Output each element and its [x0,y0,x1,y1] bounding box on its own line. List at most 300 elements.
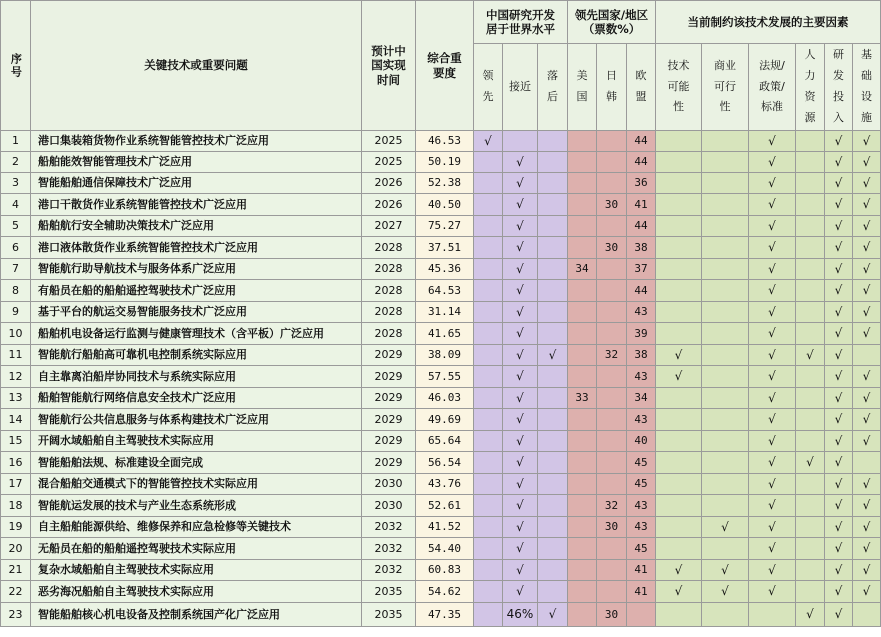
row-factor-5 [853,452,881,474]
row-lead-1 [597,474,627,495]
row-year: 2030 [362,474,416,495]
row-china-1: √ [503,495,538,517]
row-lead-1 [597,259,627,280]
row-china-0 [474,388,503,409]
row-factor-4: √ [825,517,853,538]
row-score: 41.65 [416,323,474,345]
row-lead-0 [568,280,597,302]
row-tech: 智能船舶核心机电设备及控制系统国产化广泛应用 [31,603,362,627]
row-factor-0 [656,323,702,345]
row-china-2 [538,388,568,409]
row-seq: 15 [0,431,31,452]
header-lead-group: 领先国家/地区（票数%） [568,0,656,44]
row-factor-5: √ [853,388,881,409]
row-factor-3: √ [796,603,825,627]
row-lead-2: 43 [627,409,656,431]
row-seq: 12 [0,366,31,388]
row-score: 46.53 [416,131,474,152]
row-lead-1 [597,131,627,152]
row-factor-1 [702,409,749,431]
row-china-1: √ [503,237,538,259]
row-china-0: √ [474,131,503,152]
row-factor-3 [796,560,825,581]
row-factor-0 [656,431,702,452]
row-factor-5 [853,345,881,366]
row-lead-2: 44 [627,152,656,173]
row-factor-4: √ [825,237,853,259]
row-factor-3 [796,495,825,517]
row-factor-1 [702,131,749,152]
row-china-2 [538,474,568,495]
row-factor-1 [702,237,749,259]
row-factor-5: √ [853,194,881,216]
row-china-1: √ [503,152,538,173]
row-factor-3 [796,431,825,452]
row-factor-4: √ [825,388,853,409]
row-lead-1 [597,173,627,194]
row-year: 2029 [362,388,416,409]
row-china-1: √ [503,259,538,280]
row-factor-2: √ [749,517,796,538]
header-year: 预计中国实现时间 [362,0,416,131]
row-year: 2029 [362,431,416,452]
row-factor-1 [702,452,749,474]
row-score: 52.61 [416,495,474,517]
row-factor-2: √ [749,194,796,216]
row-china-0 [474,345,503,366]
row-factor-1 [702,323,749,345]
row-factor-1 [702,474,749,495]
row-year: 2029 [362,345,416,366]
row-lead-2: 43 [627,302,656,323]
row-factor-5: √ [853,538,881,560]
row-tech: 智能船舶通信保障技术广泛应用 [31,173,362,194]
row-lead-2: 44 [627,216,656,237]
row-year: 2028 [362,259,416,280]
row-score: 60.83 [416,560,474,581]
row-year: 2035 [362,581,416,603]
row-china-1: √ [503,474,538,495]
row-lead-0 [568,302,597,323]
row-factor-5: √ [853,581,881,603]
row-lead-0 [568,581,597,603]
subheader-lead-1: 日韩 [597,44,627,131]
row-lead-0 [568,517,597,538]
row-china-0 [474,538,503,560]
row-factor-4: √ [825,259,853,280]
row-factor-5: √ [853,152,881,173]
row-china-2 [538,173,568,194]
row-factor-4: √ [825,581,853,603]
row-factor-0: √ [656,366,702,388]
row-factor-2: √ [749,152,796,173]
row-china-0 [474,216,503,237]
row-seq: 9 [0,302,31,323]
row-china-1: √ [503,194,538,216]
row-china-1: √ [503,452,538,474]
row-lead-0 [568,495,597,517]
row-factor-3 [796,323,825,345]
row-china-2 [538,560,568,581]
row-lead-2: 38 [627,237,656,259]
row-factor-3 [796,259,825,280]
row-lead-2: 38 [627,345,656,366]
row-factor-4: √ [825,366,853,388]
row-seq: 22 [0,581,31,603]
row-tech: 智能船舶法规、标准建设全面完成 [31,452,362,474]
row-china-1: √ [503,517,538,538]
row-lead-2: 44 [627,280,656,302]
row-lead-2: 43 [627,495,656,517]
row-tech: 有船员在船的船舶遥控驾驶技术广泛应用 [31,280,362,302]
row-year: 2028 [362,237,416,259]
row-lead-2: 45 [627,474,656,495]
header-factor-group: 当前制约该技术发展的主要因素 [656,0,881,44]
row-factor-1 [702,603,749,627]
row-china-2 [538,131,568,152]
row-factor-0 [656,388,702,409]
row-year: 2028 [362,302,416,323]
row-lead-1: 32 [597,495,627,517]
row-china-1: √ [503,388,538,409]
row-year: 2027 [362,216,416,237]
row-china-0 [474,259,503,280]
row-china-2 [538,216,568,237]
row-china-0 [474,581,503,603]
row-score: 57.55 [416,366,474,388]
row-factor-2: √ [749,216,796,237]
row-factor-0 [656,538,702,560]
row-lead-2: 43 [627,517,656,538]
row-lead-0 [568,323,597,345]
row-factor-3 [796,216,825,237]
row-china-1 [503,131,538,152]
row-factor-5: √ [853,517,881,538]
row-year: 2025 [362,131,416,152]
row-factor-2: √ [749,560,796,581]
row-factor-4: √ [825,495,853,517]
row-seq: 19 [0,517,31,538]
row-score: 47.35 [416,603,474,627]
row-china-1: √ [503,302,538,323]
header-china-group: 中国研究开发居于世界水平 [474,0,568,44]
row-tech: 自主船舶能源供给、维修保养和应急检修等关键技术 [31,517,362,538]
subheader-factor-4: 研发投入 [825,44,853,131]
row-factor-5: √ [853,280,881,302]
row-china-0 [474,237,503,259]
row-tech: 港口液体散货作业系统智能管控技术广泛应用 [31,237,362,259]
row-factor-5: √ [853,560,881,581]
row-factor-4: √ [825,431,853,452]
row-factor-0 [656,495,702,517]
row-china-1: √ [503,431,538,452]
row-china-0 [474,152,503,173]
row-lead-1: 30 [597,517,627,538]
row-factor-5: √ [853,409,881,431]
row-score: 75.27 [416,216,474,237]
row-factor-1 [702,216,749,237]
row-tech: 开阔水域船舶自主驾驶技术实际应用 [31,431,362,452]
row-lead-2: 41 [627,194,656,216]
row-seq: 21 [0,560,31,581]
row-tech: 智能航运发展的技术与产业生态系统形成 [31,495,362,517]
row-factor-4: √ [825,452,853,474]
row-factor-2: √ [749,431,796,452]
row-china-2 [538,581,568,603]
row-score: 49.69 [416,409,474,431]
row-year: 2026 [362,194,416,216]
row-tech: 自主靠离泊船岸协同技术与系统实际应用 [31,366,362,388]
row-seq: 18 [0,495,31,517]
row-lead-0: 34 [568,259,597,280]
row-china-2 [538,302,568,323]
row-lead-0 [568,216,597,237]
row-tech: 船舶航行安全辅助决策技术广泛应用 [31,216,362,237]
row-tech: 复杂水域船舶自主驾驶技术实际应用 [31,560,362,581]
row-year: 2032 [362,538,416,560]
row-seq: 6 [0,237,31,259]
row-tech: 智能航行助导航技术与服务体系广泛应用 [31,259,362,280]
row-factor-3: √ [796,452,825,474]
row-china-2: √ [538,603,568,627]
row-factor-0: √ [656,345,702,366]
row-china-1: √ [503,345,538,366]
row-seq: 5 [0,216,31,237]
row-factor-3 [796,538,825,560]
row-china-1: √ [503,560,538,581]
row-factor-1 [702,495,749,517]
row-factor-1 [702,173,749,194]
row-factor-2 [749,603,796,627]
row-lead-2: 45 [627,452,656,474]
row-lead-2: 41 [627,560,656,581]
row-score: 38.09 [416,345,474,366]
row-lead-1 [597,538,627,560]
row-factor-0 [656,173,702,194]
row-lead-1 [597,152,627,173]
row-factor-2: √ [749,173,796,194]
subheader-factor-5: 基础设施 [853,44,881,131]
row-factor-1 [702,538,749,560]
row-year: 2032 [362,560,416,581]
row-factor-0 [656,259,702,280]
subheader-china-0: 领先 [474,44,503,131]
row-factor-5: √ [853,173,881,194]
row-factor-4: √ [825,152,853,173]
row-factor-2: √ [749,409,796,431]
row-lead-1: 30 [597,237,627,259]
row-china-0 [474,280,503,302]
row-factor-4: √ [825,474,853,495]
row-seq: 10 [0,323,31,345]
row-factor-4: √ [825,302,853,323]
row-factor-3 [796,280,825,302]
row-factor-1 [702,388,749,409]
row-china-1: √ [503,216,538,237]
row-score: 37.51 [416,237,474,259]
row-china-1: √ [503,581,538,603]
row-china-2 [538,517,568,538]
row-seq: 11 [0,345,31,366]
row-factor-1 [702,366,749,388]
row-lead-1 [597,302,627,323]
row-year: 2025 [362,152,416,173]
row-lead-0 [568,345,597,366]
row-factor-0 [656,216,702,237]
row-year: 2029 [362,409,416,431]
row-factor-2: √ [749,581,796,603]
row-score: 43.76 [416,474,474,495]
row-china-2 [538,237,568,259]
row-factor-4: √ [825,194,853,216]
row-tech: 船舶智能航行网络信息安全技术广泛应用 [31,388,362,409]
row-lead-1 [597,366,627,388]
row-score: 54.62 [416,581,474,603]
row-china-1: √ [503,409,538,431]
row-factor-5: √ [853,366,881,388]
row-lead-0 [568,431,597,452]
row-year: 2029 [362,366,416,388]
row-factor-5: √ [853,495,881,517]
row-factor-4: √ [825,323,853,345]
row-lead-1: 30 [597,194,627,216]
row-factor-5: √ [853,474,881,495]
row-factor-4: √ [825,173,853,194]
row-lead-0 [568,538,597,560]
row-factor-5: √ [853,323,881,345]
row-lead-2: 44 [627,131,656,152]
row-tech: 无船员在船的船舶遥控驾驶技术实际应用 [31,538,362,560]
row-factor-3 [796,302,825,323]
row-factor-2: √ [749,345,796,366]
row-china-0 [474,323,503,345]
row-lead-1 [597,409,627,431]
row-china-1: √ [503,538,538,560]
row-factor-5 [853,603,881,627]
row-score: 46.03 [416,388,474,409]
row-factor-2: √ [749,452,796,474]
row-china-2 [538,323,568,345]
row-china-0 [474,560,503,581]
row-lead-0 [568,603,597,627]
row-lead-1: 30 [597,603,627,627]
row-factor-1 [702,280,749,302]
row-china-2 [538,431,568,452]
row-seq: 17 [0,474,31,495]
row-lead-2: 43 [627,366,656,388]
row-score: 41.52 [416,517,474,538]
row-seq: 14 [0,409,31,431]
row-year: 2029 [362,452,416,474]
row-lead-1: 32 [597,345,627,366]
row-seq: 1 [0,131,31,152]
row-factor-0 [656,280,702,302]
row-year: 2032 [362,517,416,538]
row-lead-1 [597,216,627,237]
row-factor-2: √ [749,280,796,302]
row-factor-0 [656,452,702,474]
row-china-1: √ [503,173,538,194]
row-factor-0: √ [656,581,702,603]
row-factor-2: √ [749,538,796,560]
row-lead-2: 41 [627,581,656,603]
row-lead-0 [568,409,597,431]
row-lead-0 [568,560,597,581]
row-factor-3 [796,409,825,431]
row-factor-0 [656,131,702,152]
row-score: 56.54 [416,452,474,474]
row-tech: 智能航行船舶高可靠机电控制系统实际应用 [31,345,362,366]
row-factor-0 [656,603,702,627]
row-year: 2028 [362,280,416,302]
row-year: 2026 [362,173,416,194]
row-china-2 [538,538,568,560]
subheader-china-2: 落后 [538,44,568,131]
row-factor-3 [796,517,825,538]
row-factor-2: √ [749,323,796,345]
row-factor-0: √ [656,560,702,581]
row-lead-0 [568,452,597,474]
row-lead-0 [568,131,597,152]
row-tech: 智能航行公共信息服务与体系构建技术广泛应用 [31,409,362,431]
row-factor-4: √ [825,216,853,237]
row-score: 50.19 [416,152,474,173]
row-factor-3 [796,388,825,409]
row-factor-1 [702,431,749,452]
row-factor-0 [656,194,702,216]
subheader-china-1: 接近 [503,44,538,131]
subheader-lead-0: 美国 [568,44,597,131]
row-lead-1 [597,323,627,345]
row-score: 40.50 [416,194,474,216]
row-china-0 [474,452,503,474]
row-factor-5: √ [853,237,881,259]
row-lead-2: 39 [627,323,656,345]
row-factor-4: √ [825,280,853,302]
row-china-0 [474,409,503,431]
row-factor-0 [656,302,702,323]
row-factor-2: √ [749,259,796,280]
row-factor-3: √ [796,345,825,366]
subheader-factor-1: 商业可行性 [702,44,749,131]
row-tech: 港口干散货作业系统智能管控技术广泛应用 [31,194,362,216]
row-china-1: 46% [503,603,538,627]
row-seq: 2 [0,152,31,173]
row-lead-2: 40 [627,431,656,452]
row-factor-0 [656,474,702,495]
row-lead-1 [597,431,627,452]
row-factor-5: √ [853,302,881,323]
header-tech: 关键技术或重要问题 [31,0,362,131]
row-factor-1: √ [702,581,749,603]
row-seq: 16 [0,452,31,474]
row-china-2 [538,452,568,474]
row-factor-2: √ [749,366,796,388]
subheader-factor-0: 技术可能性 [656,44,702,131]
row-factor-4: √ [825,409,853,431]
row-china-0 [474,302,503,323]
row-lead-0 [568,152,597,173]
row-china-0 [474,173,503,194]
row-seq: 8 [0,280,31,302]
row-china-0 [474,495,503,517]
row-lead-1 [597,581,627,603]
row-factor-0 [656,517,702,538]
row-factor-3 [796,237,825,259]
row-china-2 [538,280,568,302]
row-factor-3 [796,581,825,603]
row-factor-1 [702,345,749,366]
